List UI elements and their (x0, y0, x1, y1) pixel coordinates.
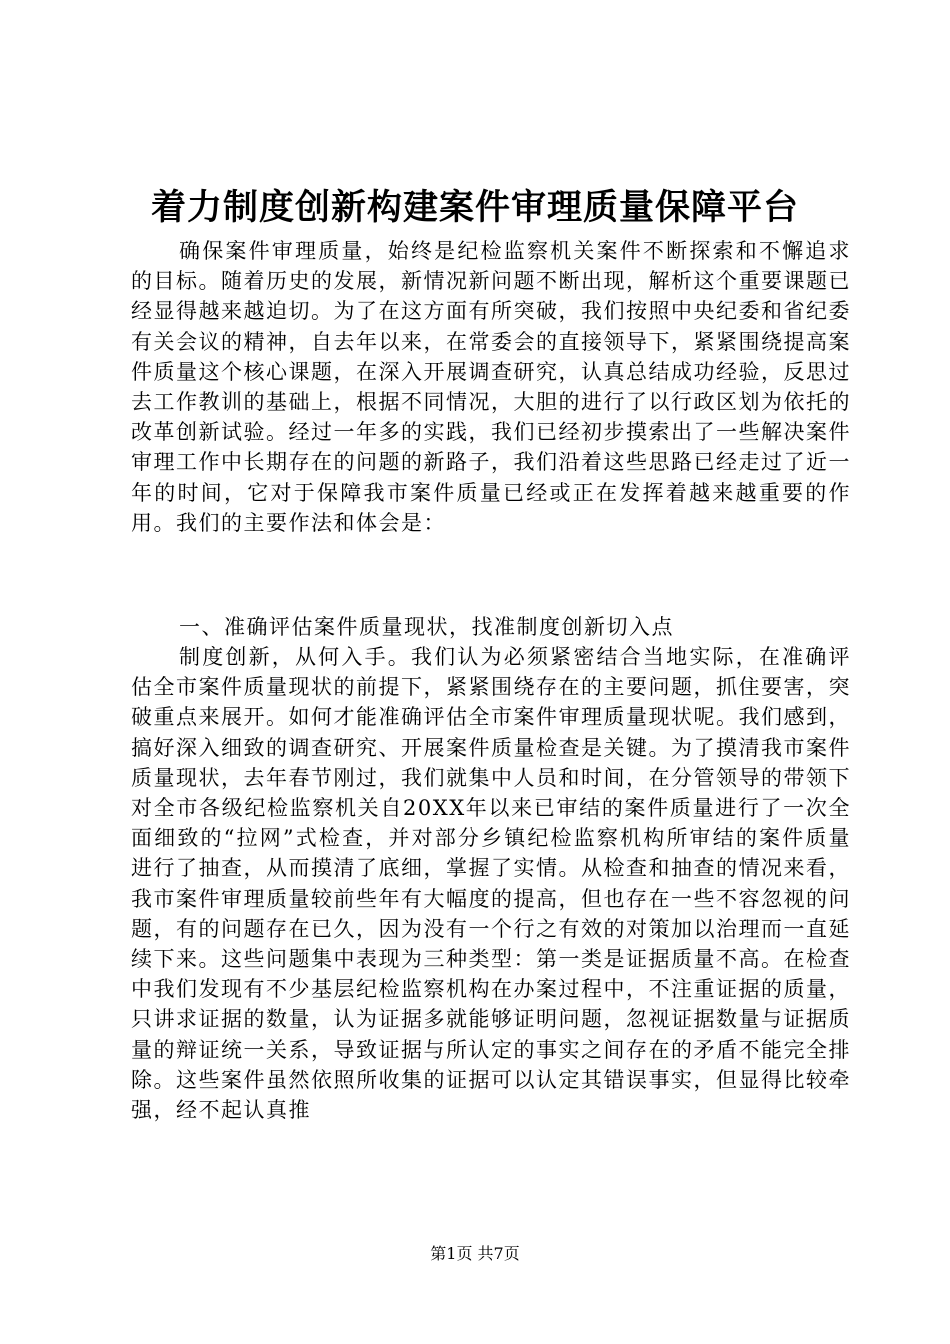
page-footer: 第1页 共7页 (430, 1244, 520, 1263)
section-heading-1: 一、准确评估案件质量现状，找准制度创新切入点 (179, 615, 674, 639)
document-title: 着力制度创新构建案件审理质量保障平台 (150, 188, 799, 228)
intro-paragraph: 确保案件审理质量，始终是纪检监察机关案件不断探索和不懈追求的目标。随着历史的发展，新情况新问题不断出现，解析这个重要课题已经显得越来越迫切。为了在这方面有所突破，我们按照中央纪委和省纪委有关会议的精神，自去年以来，在常委会的直接领导下，紧紧围绕提高案件质量这个核心课题，在深入开展调查研究，认真总结成功经验，反思过去工作教训的基础上，根据不同情况，大胆的进行了以行政区划为依托的改革创新试验。经过一年多的实践，我们已经初步摸索出了一些解决案件审理工作中长期存在的问题的新路子，我们沿着这些思路已经走过了近一年的时间，它对于保障我市案件质量已经或正在发挥着越来越重要的作用。我们的主要作法和体会是： (131, 239, 851, 535)
section-1-paragraph: 制度创新，从何入手。我们认为必须紧密结合当地实际，在准确评估全市案件质量现状的前提下，紧紧围绕存在的主要问题，抓住要害，突破重点来展开。如何才能准确评估全市案件审理质量现状呢。我们感到，搞好深入细致的调查研究、开展案件质量检查是关键。为了摸清我市案件质量现状，去年春节刚过，我们就集中人员和时间，在分管领导的带领下对全市各级纪检监察机关自20XX年以来已审结的案件质量进行了一次全面细致的“拉网”式检查，并对部分乡镇纪检监察机构所审结的案件质量进行了抽查，从而摸清了底细，掌握了实情。从检查和抽查的情况来看，我市案件审理质量较前些年有大幅度的提高，但也存在一些不容忽视的问题，有的问题存在已久，因为没有一个行之有效的对策加以治理而一直延续下来。这些问题集中表现为三种类型：第一类是证据质量不高。在检查中我们发现有不少基层纪检监察机构在办案过程中，不注重证据的质量，只讲求证据的数量，认为证据多就能够证明问题，忽视证据数量与证据质量的辩证统一关系，导致证据与所认定的事实之间存在的矛盾不能完全排除。这些案件虽然依照所收集的证据可以认定其错误事实，但显得比较牵强，经不起认真推 (131, 645, 851, 1123)
